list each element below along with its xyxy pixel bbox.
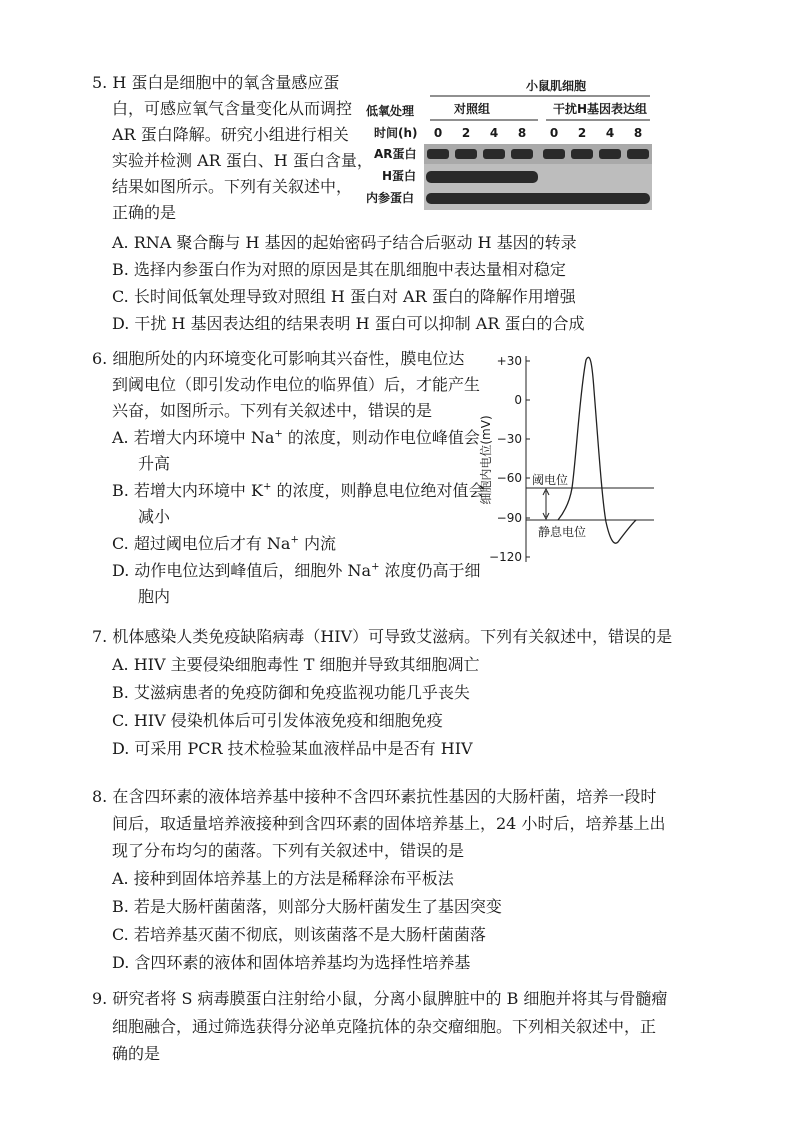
q8-stem-line-3: 现了分布均匀的菌落。下列有关叙述中，错误的是 [112, 841, 465, 860]
action-potential-curve [558, 357, 636, 543]
time-label: 8 [633, 126, 643, 140]
q9-stem-line-1: 9. 研究者将 S 病毒膜蛋白注射给小鼠，分离小鼠脾脏中的 B 细胞并将其与骨髓瘤 [92, 989, 668, 1008]
resting-potential-label: 静息电位 [538, 525, 587, 539]
time-label: 2 [577, 126, 587, 140]
q6-option-b: B. 若增大内环境中 K+ 的浓度，则静息电位绝对值会 [112, 481, 485, 500]
group-interference-label: 干扰H基因表达组 [552, 102, 648, 116]
figure-title: 小鼠肌细胞 [525, 79, 587, 93]
q5-stem-line-4: 实验并检测 AR 蛋白、H 蛋白含量， [112, 151, 373, 170]
time-label: 8 [517, 126, 527, 140]
q5-option-b: B. 选择内参蛋白作为对照的原因是其在肌细胞中表达量相对稳定 [112, 260, 566, 279]
y-axis-label: 细胞内电位(mV) [479, 415, 493, 505]
q9-stem-line-2: 细胞融合，通过筛选获得分泌单克隆抗体的杂交瘤细胞。下列相关叙述中，正 [112, 1017, 657, 1036]
q8-option-d: D. 含四环素的液体和固体培养基均为选择性培养基 [112, 953, 471, 972]
q6-option-d: D. 动作电位达到峰值后，细胞外 Na+ 浓度仍高于细 [112, 561, 481, 580]
time-label: 0 [549, 126, 559, 140]
q5-stem-line-5: 结果如图所示。下列有关叙述中， [112, 177, 353, 196]
q8-option-b: B. 若是大肠杆菌菌落，则部分大肠杆菌发生了基因突变 [112, 897, 502, 916]
y-tick-label: −60 [496, 471, 522, 485]
q6-option-a: A. 若增大内环境中 Na+ 的浓度，则动作电位峰值会 [112, 428, 480, 447]
q8-option-c: C. 若培养基灭菌不彻底，则该菌落不是大肠杆菌菌落 [112, 925, 486, 944]
q8-stem-line-1: 8. 在含四环素的液体培养基中接种不含四环素抗性基因的大肠杆菌，培养一段时 [92, 787, 657, 806]
q5-option-d: D. 干扰 H 基因表达组的结果表明 H 蛋白可以抑制 AR 蛋白的合成 [112, 314, 585, 333]
q6-stem-line-1: 6. 细胞所处的内环境变化可影响其兴奋性，膜电位达 [92, 349, 465, 368]
row-header-treatment: 低氧处理 [366, 104, 415, 118]
y-tick-label: 0 [514, 393, 522, 407]
q6-option-b-continued: 减小 [138, 507, 171, 526]
y-tick-label: −120 [489, 550, 522, 564]
q5-stem-line-6: 正确的是 [112, 203, 177, 222]
q7-option-a: A. HIV 主要侵染细胞毒性 T 细胞并导致其细胞凋亡 [112, 655, 480, 674]
y-tick-label: −30 [496, 432, 522, 446]
q6-option-d-continued: 胞内 [138, 587, 171, 606]
q5-stem-line-2: 白，可感应氧气含量变化从而调控 [112, 99, 353, 118]
q8-stem-line-2: 间后，取适量培养液接种到含四环素的固体培养基上，24 小时后，培养基上出 [112, 814, 666, 833]
q7-option-c: C. HIV 侵染机体后可引发体液免疫和细胞免疫 [112, 711, 443, 730]
q5-stem-line-3: AR 蛋白降解。研究小组进行相关 [112, 125, 349, 144]
time-label: 2 [461, 126, 471, 140]
q5-option-a: A. RNA 聚合酶与 H 基因的起始密码子结合后驱动 H 基因的转录 [112, 233, 577, 252]
q7-option-b: B. 艾滋病患者的免疫防御和免疫监视功能几乎丧失 [112, 683, 470, 702]
time-label: 4 [489, 126, 499, 140]
membrane-potential-graph [472, 350, 662, 572]
q7-stem: 7. 机体感染人类免疫缺陷病毒（HIV）可导致艾滋病。下列有关叙述中，错误的是 [92, 627, 673, 646]
band-label-reference: 内参蛋白 [366, 191, 415, 205]
time-label: 0 [433, 126, 443, 140]
q5-option-c: C. 长时间低氧处理导致对照组 H 蛋白对 AR 蛋白的降解作用增强 [112, 287, 576, 306]
q6-option-a-continued: 升高 [138, 454, 171, 473]
y-tick-label: −90 [496, 511, 522, 525]
q8-option-a: A. 接种到固体培养基上的方法是稀释涂布平板法 [112, 869, 454, 888]
q7-option-d: D. 可采用 PCR 技术检验某血液样品中是否有 HIV [112, 739, 473, 758]
group-control-label: 对照组 [453, 102, 491, 116]
h-protein-bands [426, 171, 538, 183]
y-tick-label: +30 [496, 354, 522, 368]
q6-option-c: C. 超过阈电位后才有 Na+ 内流 [112, 534, 336, 553]
q5-western-blot-figure [360, 76, 660, 214]
time-label: 4 [605, 126, 615, 140]
row-header-time: 时间(h) [374, 126, 418, 140]
q6-stem-line-2: 到阈电位（即引发动作电位的临界值）后，才能产生 [112, 375, 481, 394]
band-label-ar: AR蛋白 [374, 147, 417, 161]
threshold-potential-label: 阈电位 [532, 473, 569, 487]
q5-stem-line-1: 5. H 蛋白是细胞中的氧含量感应蛋 [92, 73, 340, 92]
band-label-h: H蛋白 [382, 169, 417, 183]
q6-stem-line-3: 兴奋，如图所示。下列有关叙述中，错误的是 [112, 401, 433, 420]
q9-stem-line-3: 确的是 [112, 1044, 161, 1063]
reference-protein-bands [426, 193, 650, 204]
